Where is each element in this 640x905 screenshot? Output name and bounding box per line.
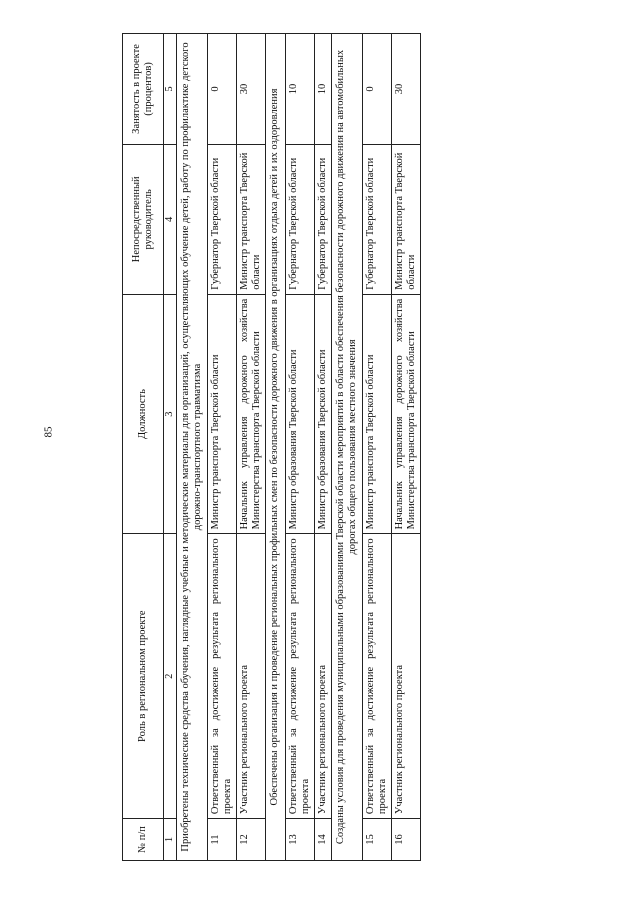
header-employment: Занятость в проекте (процентов) [123, 34, 164, 145]
header-role: Роль в региональном проекте [123, 534, 164, 819]
row-position: Министр образования Тверской области [285, 294, 314, 534]
row-number: 16 [391, 819, 420, 861]
table-row [362, 34, 391, 861]
column-number: 1 [164, 819, 177, 861]
row-position: Министр образования Тверской области [314, 294, 331, 534]
row-employment: 30 [237, 34, 266, 145]
row-position: Министр транспорта Тверской области [208, 294, 237, 534]
table-row [391, 34, 420, 861]
rotated-table-container [122, 33, 576, 861]
row-position: Начальник управления дорожного хозяйства Министерства транспорта Тверской области [391, 294, 420, 534]
column-number: 3 [164, 294, 177, 534]
row-employment: 10 [314, 34, 331, 145]
row-employment: 10 [285, 34, 314, 145]
row-role: Ответственный за достижение результата регионального проекта [208, 534, 237, 819]
row-role: Ответственный за достижение результата регионального проекта [285, 534, 314, 819]
section-title: Приобретены технические средства обучения, наглядные учебные и методические материалы для организаций, осуществляющих обучение детей, работу по профилактике детского дорожно-транспортного травматизма [177, 34, 208, 861]
row-number: 14 [314, 819, 331, 861]
row-role: Участник регионального проекта [391, 534, 420, 819]
column-number: 4 [164, 144, 177, 294]
table-row [314, 34, 331, 861]
row-role: Ответственный за достижение результата регионального проекта [362, 534, 391, 819]
row-role: Участник регионального проекта [237, 534, 266, 819]
section-title: Обеспечены организация и проведение региональных профильных смен по безопасности дорожного движения в организациях отдыха детей и их оздоровления [266, 34, 285, 861]
header-manager: Непосредственный руководитель [123, 144, 164, 294]
row-manager: Министр транспорта Тверской области [391, 144, 420, 294]
table-row [285, 34, 314, 861]
table-row [208, 34, 237, 861]
header-position: Должность [123, 294, 164, 534]
row-number: 12 [237, 819, 266, 861]
header-num: № п/п [123, 819, 164, 861]
column-number: 2 [164, 534, 177, 819]
section-title: Созданы условия для проведения муниципальными образованиями Тверской области мероприятий в области обеспечения безопасности дорожного движения на автомобильных дорогах общего пользования местного значения [331, 34, 362, 861]
row-employment: 30 [391, 34, 420, 145]
column-number: 5 [164, 34, 177, 145]
row-number: 13 [285, 819, 314, 861]
row-position: Начальник управления дорожного хозяйства Министерства транспорта Тверской области [237, 294, 266, 534]
row-manager: Губернатор Тверской области [314, 144, 331, 294]
row-number: 11 [208, 819, 237, 861]
row-role: Участник регионального проекта [314, 534, 331, 819]
row-position: Министр транспорта Тверской области [362, 294, 391, 534]
row-employment: 0 [208, 34, 237, 145]
table-row [237, 34, 266, 861]
row-number: 15 [362, 819, 391, 861]
row-employment: 0 [362, 34, 391, 145]
row-manager: Министр транспорта Тверской области [237, 144, 266, 294]
project-roles-table [122, 33, 421, 861]
row-manager: Губернатор Тверской области [285, 144, 314, 294]
page-number: 85 [42, 426, 55, 438]
row-manager: Губернатор Тверской области [208, 144, 237, 294]
row-manager: Губернатор Тверской области [362, 144, 391, 294]
